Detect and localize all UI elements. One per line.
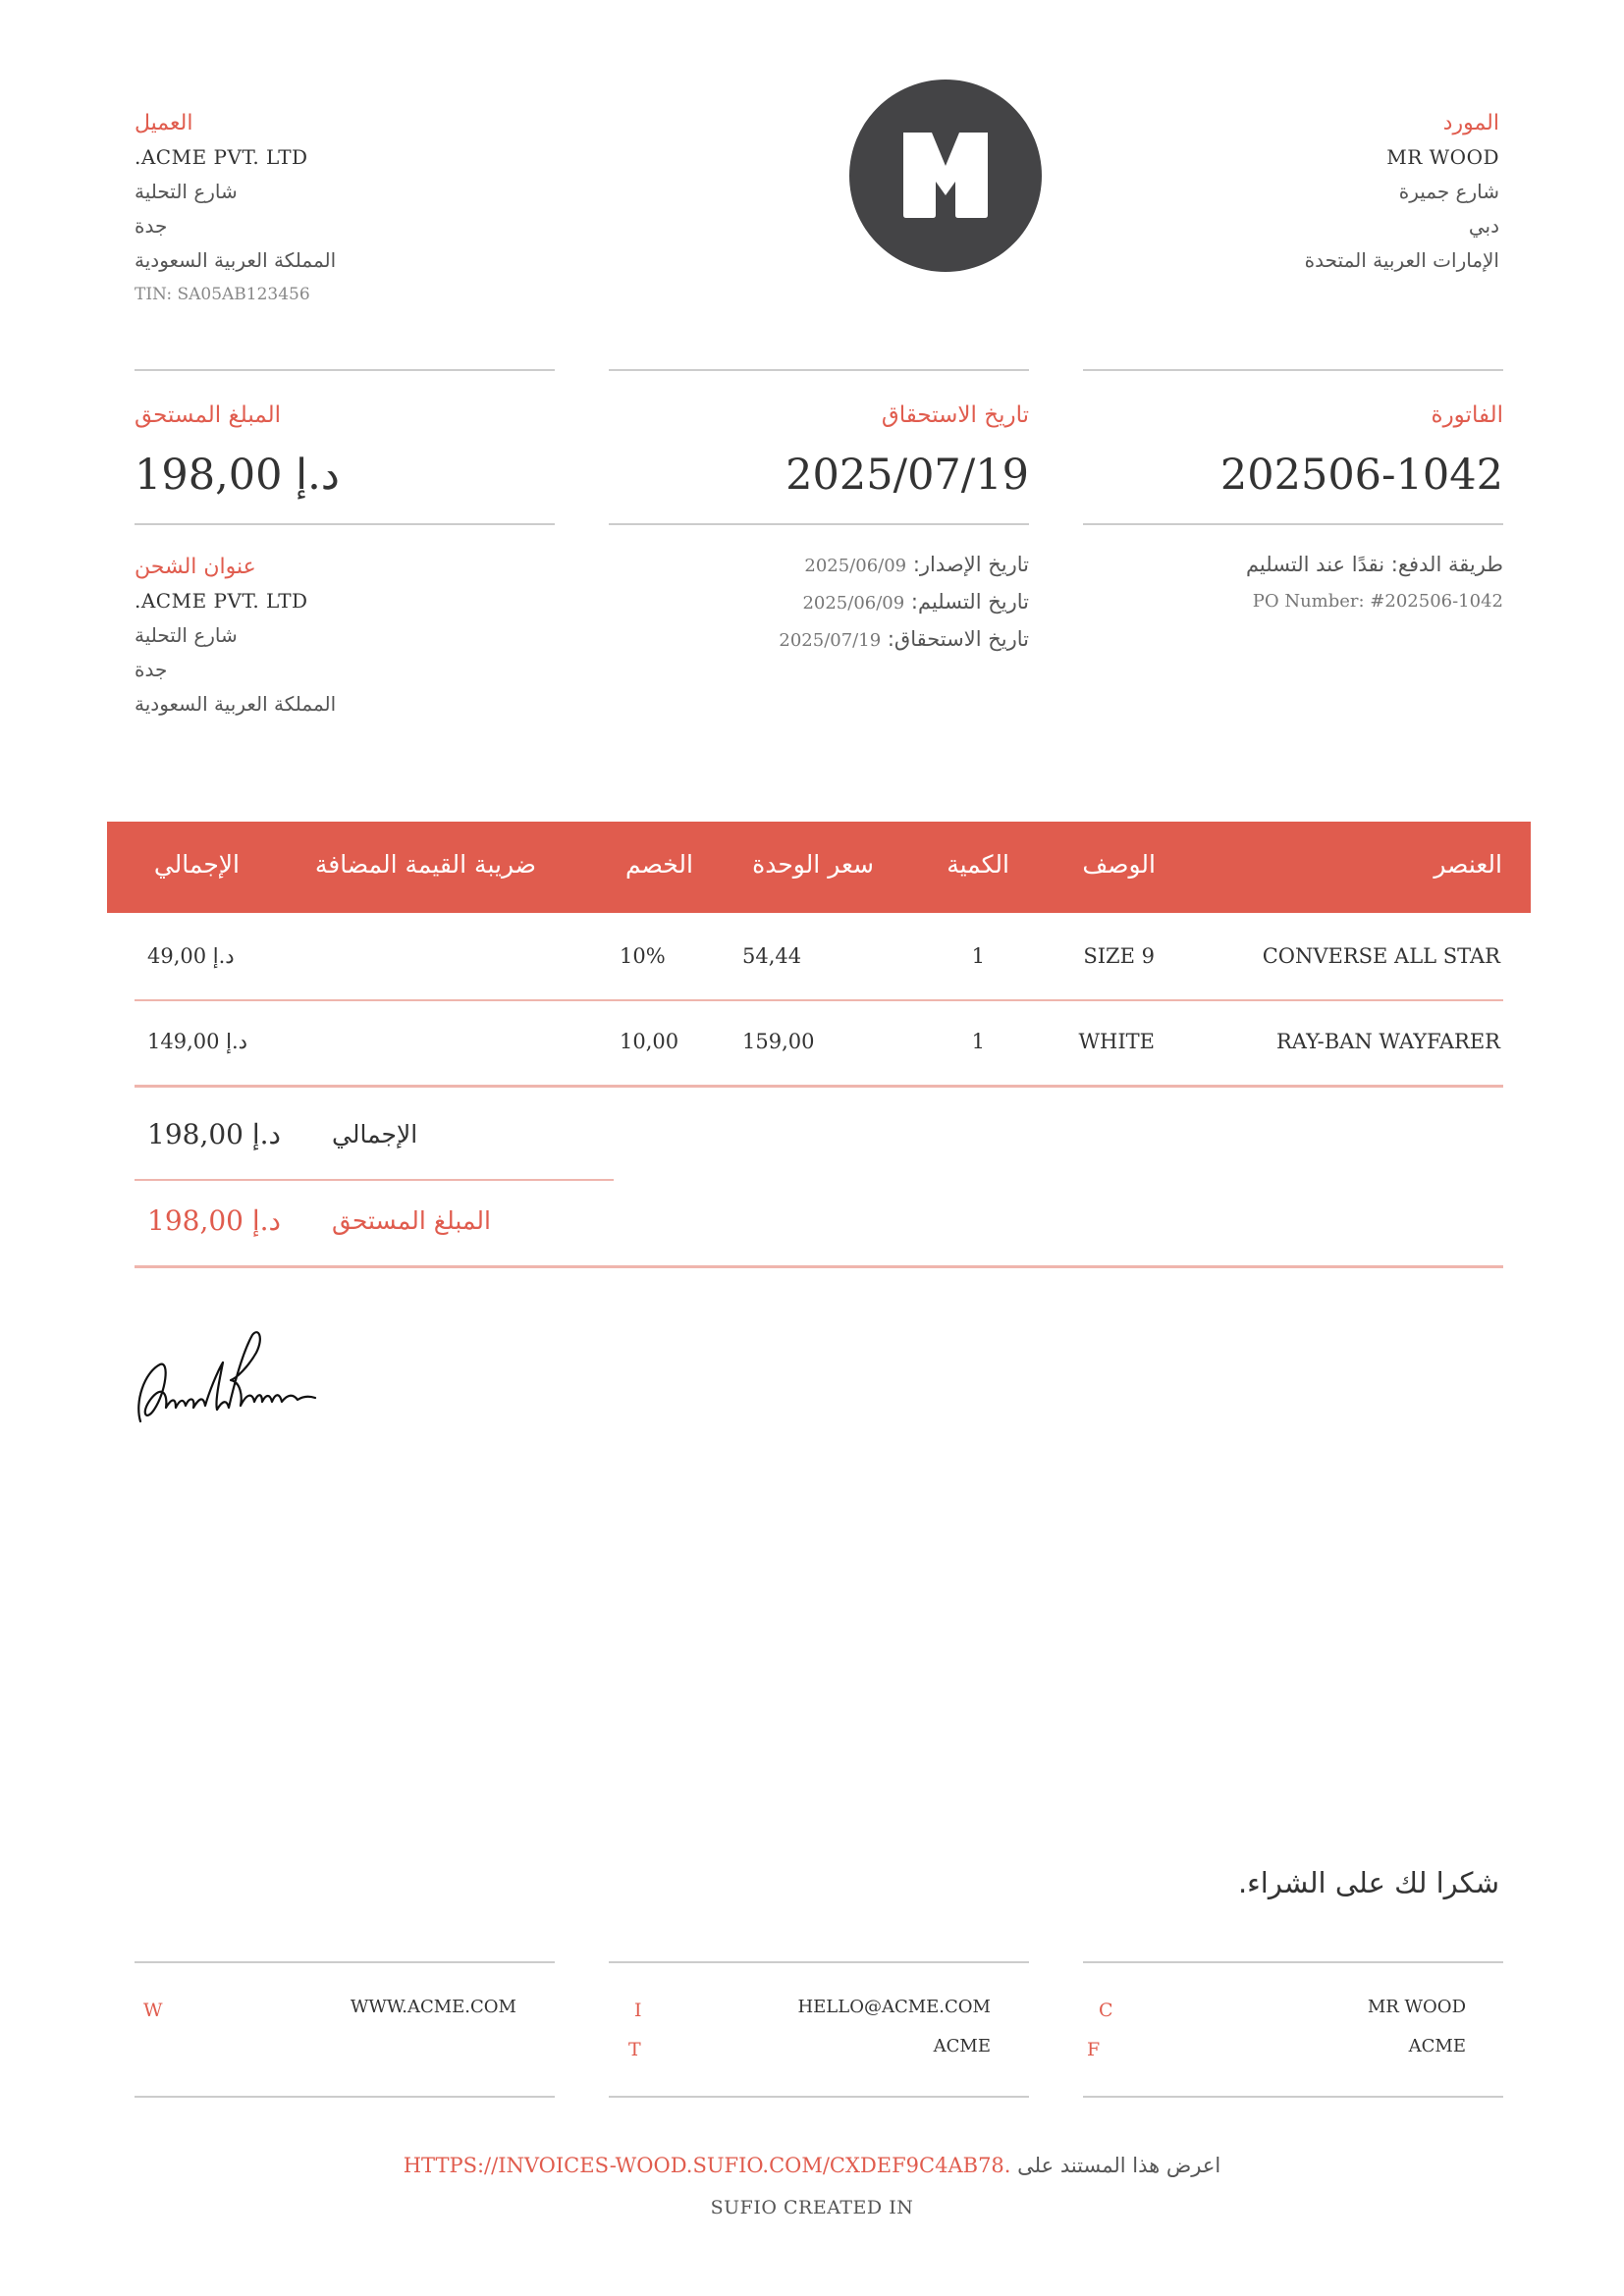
col-header-discount: الخصم	[624, 850, 693, 879]
col-header-item: العنصر	[1434, 850, 1502, 879]
row1-discount: 10%	[620, 944, 666, 968]
row1-quantity: 1	[971, 944, 985, 968]
signature	[133, 1323, 329, 1433]
footer-contact	[1368, 1988, 1466, 2066]
total-value: 198,00 د.إ	[147, 1118, 282, 1150]
invoice-number: 202506-1042	[1219, 451, 1503, 500]
footer-key-i: I	[634, 2000, 642, 2021]
footer-website[interactable]: WWW.ACME.COM	[350, 1997, 516, 2017]
due-date-value: 2025/07/19	[785, 451, 1029, 500]
col-header-description: الوصف	[1082, 850, 1156, 879]
due-date-value-small: 2025/07/19	[779, 630, 882, 651]
divider	[1083, 1961, 1503, 1963]
col-header-unit-price: سعر الوحدة	[752, 850, 874, 879]
view-online-line	[0, 2150, 1624, 2181]
footer-company-name: MR WOOD	[1367, 1997, 1466, 2017]
row2-quantity: 1	[971, 1030, 985, 1053]
shipping-label: عنوان الشحن	[135, 555, 256, 579]
client-tin: TIN: SA05AB123456	[135, 285, 310, 304]
divider	[1083, 523, 1503, 525]
due-date-label-small: تاريخ الاستحقاق:	[887, 627, 1029, 651]
delivery-date-value: 2025/06/09	[802, 593, 905, 614]
amount-due-block	[135, 400, 555, 510]
wood-logo-icon	[849, 80, 1042, 272]
created-by: SUFIO CREATED IN	[710, 2197, 914, 2218]
company-logo	[849, 80, 1042, 272]
supplier-address: شارع جميرة	[1398, 180, 1499, 203]
footer-company: ACME	[933, 2036, 991, 2056]
table-bottom-rule	[135, 1085, 1503, 1088]
divider	[135, 1961, 555, 1963]
client-city: جدة	[135, 214, 168, 238]
amount-due-total-value: 198,00 د.إ	[147, 1204, 282, 1237]
amount-due-label: المبلغ المستحق	[135, 402, 281, 428]
total-label: الإجمالي	[332, 1120, 418, 1148]
po-number: PO Number: #202506-1042	[1252, 591, 1503, 612]
due-date-label: تاريخ الاستحقاق	[881, 402, 1029, 428]
client-name: .ACME PVT. LTD	[135, 145, 308, 169]
divider	[135, 369, 555, 371]
amount-due-value: 198,00 د.إ	[135, 451, 340, 500]
row1-total: 49,00 د.إ	[147, 944, 235, 968]
invoice-label: الفاتورة	[1431, 402, 1503, 428]
client-label: العميل	[135, 111, 193, 135]
row1-unit-price: 54,44	[742, 944, 802, 968]
divider	[1083, 369, 1503, 371]
invoice-number-block	[1083, 400, 1503, 510]
col-header-total: الإجمالي	[153, 850, 240, 879]
footer-key-t: T	[628, 2039, 641, 2060]
shipping-name: .ACME PVT. LTD	[135, 589, 308, 613]
supplier-label: المورد	[1442, 111, 1499, 135]
payment-method: طريقة الدفع: نقدًا عند التسليم	[1245, 553, 1503, 576]
client-block	[135, 106, 625, 312]
totals-divider	[135, 1179, 614, 1181]
divider	[609, 523, 1029, 525]
thank-you-message: شكرا لك على الشراء.	[1237, 1866, 1499, 1899]
supplier-block	[1008, 106, 1499, 278]
divider	[135, 2096, 555, 2098]
view-online-text: اعرض هذا المستند على	[1017, 2154, 1221, 2177]
divider	[609, 1961, 1029, 1963]
divider	[1083, 2096, 1503, 2098]
footer-email[interactable]: HELLO@ACME.COM	[797, 1997, 991, 2017]
footer-company-alt: ACME	[1408, 2036, 1466, 2056]
due-date-block	[609, 400, 1029, 510]
amount-due-total-label: المبلغ المستحق	[332, 1206, 491, 1235]
delivery-date-label: تاريخ التسليم:	[910, 590, 1029, 614]
divider	[609, 369, 1029, 371]
divider	[609, 2096, 1029, 2098]
row2-discount: 10,00	[620, 1030, 679, 1053]
row-divider	[135, 999, 1503, 1001]
client-address: شارع التحلية	[135, 180, 238, 203]
row2-item: RAY-BAN WAYFARER	[1275, 1030, 1500, 1053]
footer-email-block	[797, 1988, 991, 2066]
issue-date-value: 2025/06/09	[804, 556, 907, 576]
supplier-city: دبي	[1468, 214, 1499, 238]
supplier-name: MR WOOD	[1386, 145, 1499, 169]
row2-description: WHITE	[1078, 1030, 1155, 1053]
col-header-quantity: الكمية	[947, 850, 1009, 879]
document-url[interactable]: HTTPS://INVOICES-WOOD.SUFIO.COM/CXDEF9C4AB78.	[403, 2154, 1011, 2177]
shipping-country: المملكة العربية السعودية	[135, 692, 337, 716]
footer-key-w: W	[143, 2000, 163, 2021]
row1-description: SIZE 9	[1083, 944, 1155, 968]
invoice-meta	[1012, 547, 1503, 619]
shipping-city: جدة	[135, 658, 168, 681]
divider	[135, 523, 555, 525]
row2-unit-price: 159,00	[742, 1030, 815, 1053]
footer-web-block	[351, 1988, 516, 2027]
col-header-vat: ضريبة القيمة المضافة	[314, 850, 536, 879]
supplier-country: الإمارات العربية المتحدة	[1304, 248, 1499, 272]
shipping-block	[135, 550, 547, 721]
dates-meta	[595, 547, 1029, 659]
row1-item: CONVERSE ALL STAR	[1262, 944, 1500, 968]
footer-key-f: F	[1087, 2039, 1101, 2060]
totals-bottom-rule	[135, 1265, 1503, 1268]
footer-key-c: C	[1099, 2000, 1113, 2021]
issue-date-label: تاريخ الإصدار:	[912, 553, 1029, 576]
shipping-address: شارع التحلية	[135, 623, 238, 647]
row2-total: 149,00 د.إ	[147, 1030, 248, 1053]
client-country: المملكة العربية السعودية	[135, 248, 337, 272]
